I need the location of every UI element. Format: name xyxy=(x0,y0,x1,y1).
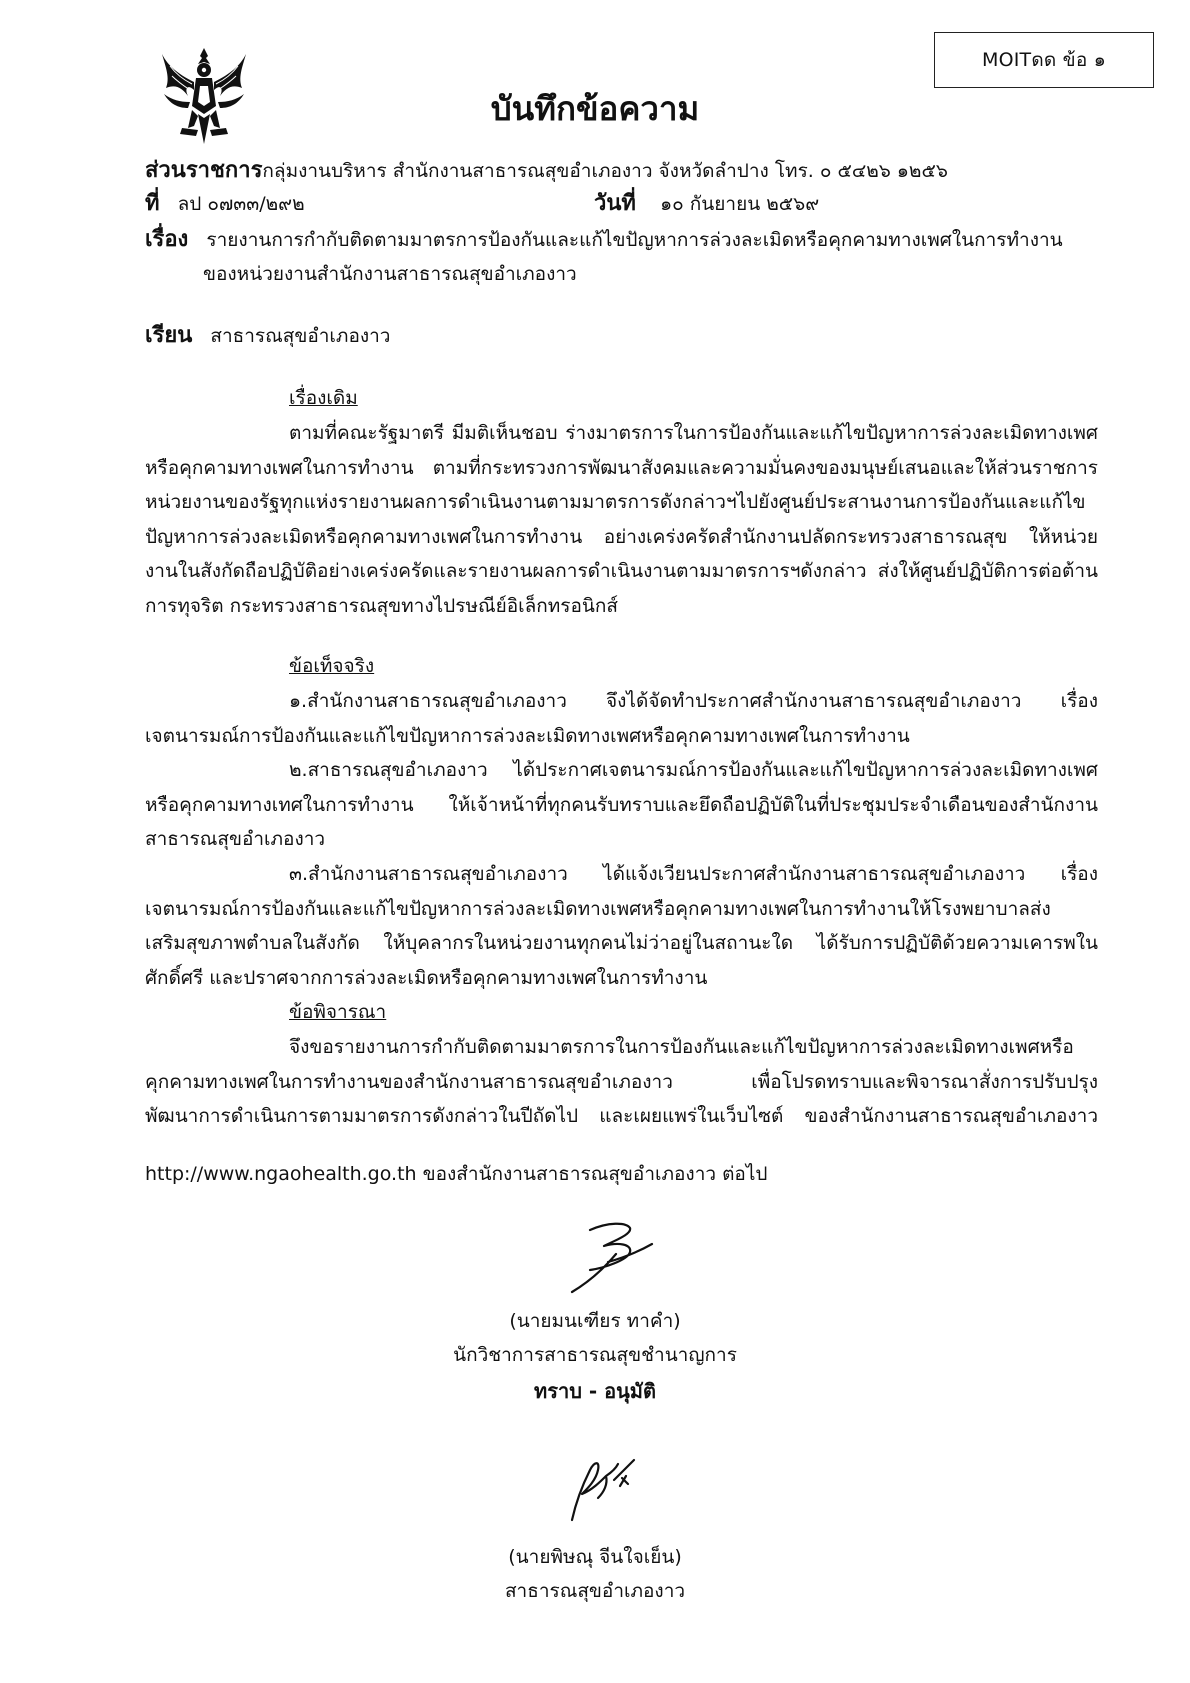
signatory-position: นักวิชาการสาธารณสุขชำนาญการ xyxy=(453,1344,737,1366)
form-code-box xyxy=(934,32,1154,88)
approver-position: สาธารณสุขอำเภองาว xyxy=(504,1580,686,1602)
date-value: ๑๐ กันยายน ๒๕๖๙ xyxy=(660,193,820,215)
approver-name: (นายพิษณุ จีนใจเย็น) xyxy=(508,1546,682,1568)
subject-line xyxy=(145,223,1063,257)
subject-label: เรื่อง xyxy=(145,227,189,252)
recipient-value: สาธารณสุขอำเภองาว xyxy=(210,325,391,347)
date-line xyxy=(594,187,819,221)
agency-value: กลุ่มงานบริหาร สำนักงานสาธารณสุขอำเภองาว จังหวัดลำปาง โทร. ๐ ๕๔๒๖ ๑๒๕๖ xyxy=(262,160,948,182)
signatory-name: (นายมนเฑียร ทาคำ) xyxy=(509,1310,681,1332)
fact-item-2: ๒.สาธารณสุขอำเภองาว ได้ประกาศเจตนารมณ์การป้องกันและแก้ไขปัญหาการล่วงละเมิดทางเพศหรือคุกคามทางเทศในการทำงาน ให้เจ้าหน้าที่ทุกคนรับทราบและยึดถือปฏิบัติในที่ประชุมประจำเดือนของสำนักงานสาธารณสุขอำเภองาว xyxy=(145,759,1098,850)
subject-line-2 xyxy=(203,257,577,291)
document-title: บันทึกข้อความ xyxy=(490,89,700,128)
background-paragraph: ตามที่คณะรัฐมาตรี มีมติเห็นชอบ ร่างมาตรการในการป้องกันและแก้ไขปัญหาการล่วงละเมิดทางเพศหรือคุกคามทางเพศในการทำงาน ตามที่กระทรวงการพัฒนาสังคมและความมั่นคงของมนุษย์เสนอและให้ส่วนราชการ หน่วยงานของรัฐทุกแห่งรายงานผลการดำเนินงานตามมาตรการดังกล่าวฯไปยังศูนย์ประสานงานการป้องกันและแก้ไขปัญหาการล่วงละเมิดหรือคุกคามทางเพศในการทำงาน อย่างเคร่งครัดสำนักงานปลัดกระทรวงสาธารณสุข ให้หน่วยงานในสังกัดถือปฏิบัติอย่างเคร่งครัดและรายงานผลการดำเนินงานตามมาตรการฯดังกล่าว ส่งให้ศูนย์ปฏิบัติการต่อต้านการทุจริต กระทรวงสาธารณสุขทางไปรษณีย์อิเล็กทรอนิกส์ xyxy=(145,422,1098,617)
recipient-line xyxy=(145,319,390,353)
subject-text-1: รายงานการกำกับติดตามมาตรการป้องกันและแก้ไขปัญหาการล่วงละเมิดหรือคุกคามทางเพศในการทำงาน xyxy=(206,229,1063,251)
subject-text-2: ของหน่วยงานสำนักงานสาธารณสุขอำเภองาว xyxy=(203,263,577,285)
consideration-heading: ข้อพิจารณา xyxy=(289,1001,387,1023)
reference-label: ที่ xyxy=(145,191,160,216)
recipient-label: เรียน xyxy=(145,323,193,348)
consideration-tail: http://www.ngaohealth.go.th ของสำนักงานสาธารณสุขอำเภองาว ต่อไป xyxy=(145,1163,768,1185)
consideration-paragraph: จึงขอรายงานการกำกับติดตามมาตรการในการป้องกันและแก้ไขปัญหาการล่วงละเมิดทางเพศหรือคุกคามทางเพศในการทำงานของสำนักงานสาธารณสุขอำเภองาว เพื่อโปรดทราบและพิจารณาสั่งการปรับปรุงพัฒนาการดำเนินการตามมาตรการดังกล่าวในปีถัดไป และเผยแพร่ในเว็บไซต์ ของสำนักงานสาธารณสุขอำเภองาว xyxy=(145,1036,1098,1127)
reference-number: ลป ๐๗๓๓/๒๙๒ xyxy=(177,193,305,215)
fact-item-3: ๓.สำนักงานสาธารณสุขอำเภองาว ได้แจ้งเวียนประกาศสำนักงานสาธารณสุขอำเภองาว เรื่องเจตนารมณ์การป้องกันและแก้ไขปัญหาการล่วงละเมิดทางเพศหรือคุกคามทางเพศในการทำงานให้โรงพยาบาลส่งเสริมสุขภาพตำบลในสังกัด ให้บุคลากรในหน่วยงานทุกคนไม่ว่าอยู่ในสถานะใด ได้รับการปฏิบัติด้วยความเคารพในศักดิ์ศรี และปราศจากการล่วงละเมิดหรือคุกคามทางเพศในการทำงาน xyxy=(145,863,1098,989)
form-code: MOITดด ข้อ ๑ xyxy=(982,49,1106,71)
signature-mark xyxy=(560,1218,660,1296)
background-heading: เรื่องเดิม xyxy=(289,387,358,409)
agency-label: ส่วนราชการ xyxy=(145,158,263,183)
reference-line xyxy=(145,187,305,221)
agency-line xyxy=(145,154,948,188)
approval-text: ทราบ - อนุมัติ xyxy=(534,1379,656,1403)
date-label: วันที่ xyxy=(594,191,636,216)
fact-item-1: ๑.สำนักงานสาธารณสุขอำเภองาว จึงได้จัดทำประกาศสำนักงานสาธารณสุขอำเภองาว เรื่องเจตนารมณ์การป้องกันและแก้ไขปัญหาการล่วงละเมิดทางเพศหรือคุกคามทางเพศในการทำงาน xyxy=(145,690,1098,747)
facts-heading: ข้อเท็จจริง xyxy=(289,655,375,677)
approver-signature-mark xyxy=(552,1450,642,1526)
